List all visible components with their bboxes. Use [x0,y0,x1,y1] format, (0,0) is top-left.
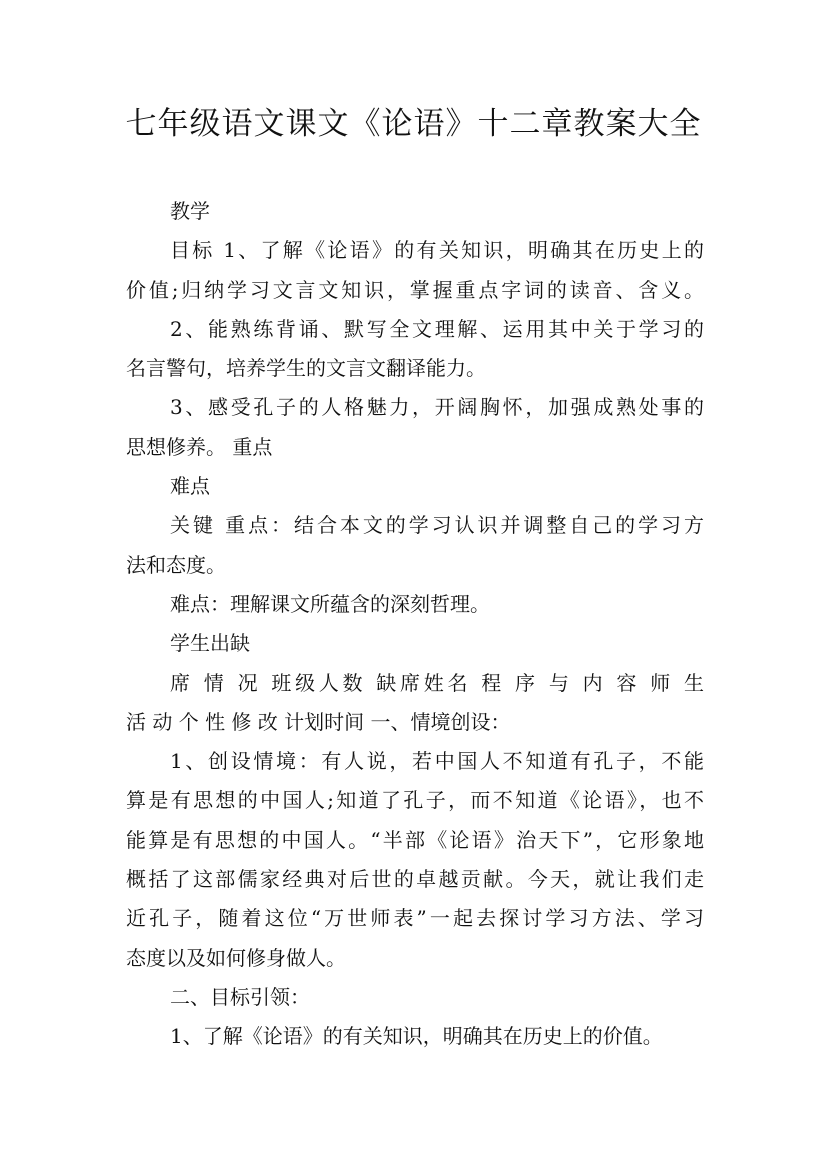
paragraph-line: 能算是有思想的中国人。“半部《论语》治天下”，它形象地 [126,827,704,852]
paragraph-line: 法和态度。 [126,552,226,577]
paragraph-line: 难点 [170,474,210,499]
paragraph-line: 二、目标引领： [170,984,310,1009]
paragraph-line: 1、创设情境：有人说，若中国人不知道有孔子，不能 [170,749,704,774]
paragraph-line: 态度以及如何修身做人。 [126,945,346,970]
paragraph-line: 近孔子，随着这位“万世师表”一起去探讨学习方法、学习 [126,906,704,931]
paragraph-line: 价值;归纳学习文言文知识，掌握重点字词的读音、含义。 [126,277,704,302]
paragraph-line: 2、能熟练背诵、默写全文理解、运用其中关于学习的 [170,316,704,341]
paragraph-line: 3、感受孔子的人格魅力，开阔胸怀，加强成熟处事的 [170,395,704,420]
paragraph-line: 席 情 况 班级人数 缺席姓名 程 序 与 内 容 师 生 [170,670,704,695]
paragraph-line: 教学 [170,199,210,223]
paragraph-line: 名言警句，培养学生的文言文翻译能力。 [126,356,486,381]
paragraph-line: 难点：理解课文所蕴含的深刻哲理。 [170,591,490,616]
document-body [126,192,704,1057]
document-title: 七年级语文课文《论语》十二章教案大全 [125,106,702,142]
paragraph-line: 关键 重点：结合本文的学习认识并调整自己的学习方 [170,513,704,538]
paragraph-line: 学生出缺 [170,631,250,656]
paragraph-line: 概括了这部儒家经典对后世的卓越贡献。今天，就让我们走 [126,867,704,892]
paragraph-line: 目标 1、了解《论语》的有关知识，明确其在历史上的 [170,238,704,263]
paragraph-line: 思想修养。 重点 [126,434,273,459]
paragraph-line: 活 动 个 性 修 改 计划时间 一、情境创设： [126,709,511,734]
paragraph-line: 1、了解《论语》的有关知识，明确其在历史上的价值。 [170,1024,663,1049]
paragraph-line: 算是有思想的中国人;知道了孔子，而不知道《论语》，也不 [126,788,704,813]
